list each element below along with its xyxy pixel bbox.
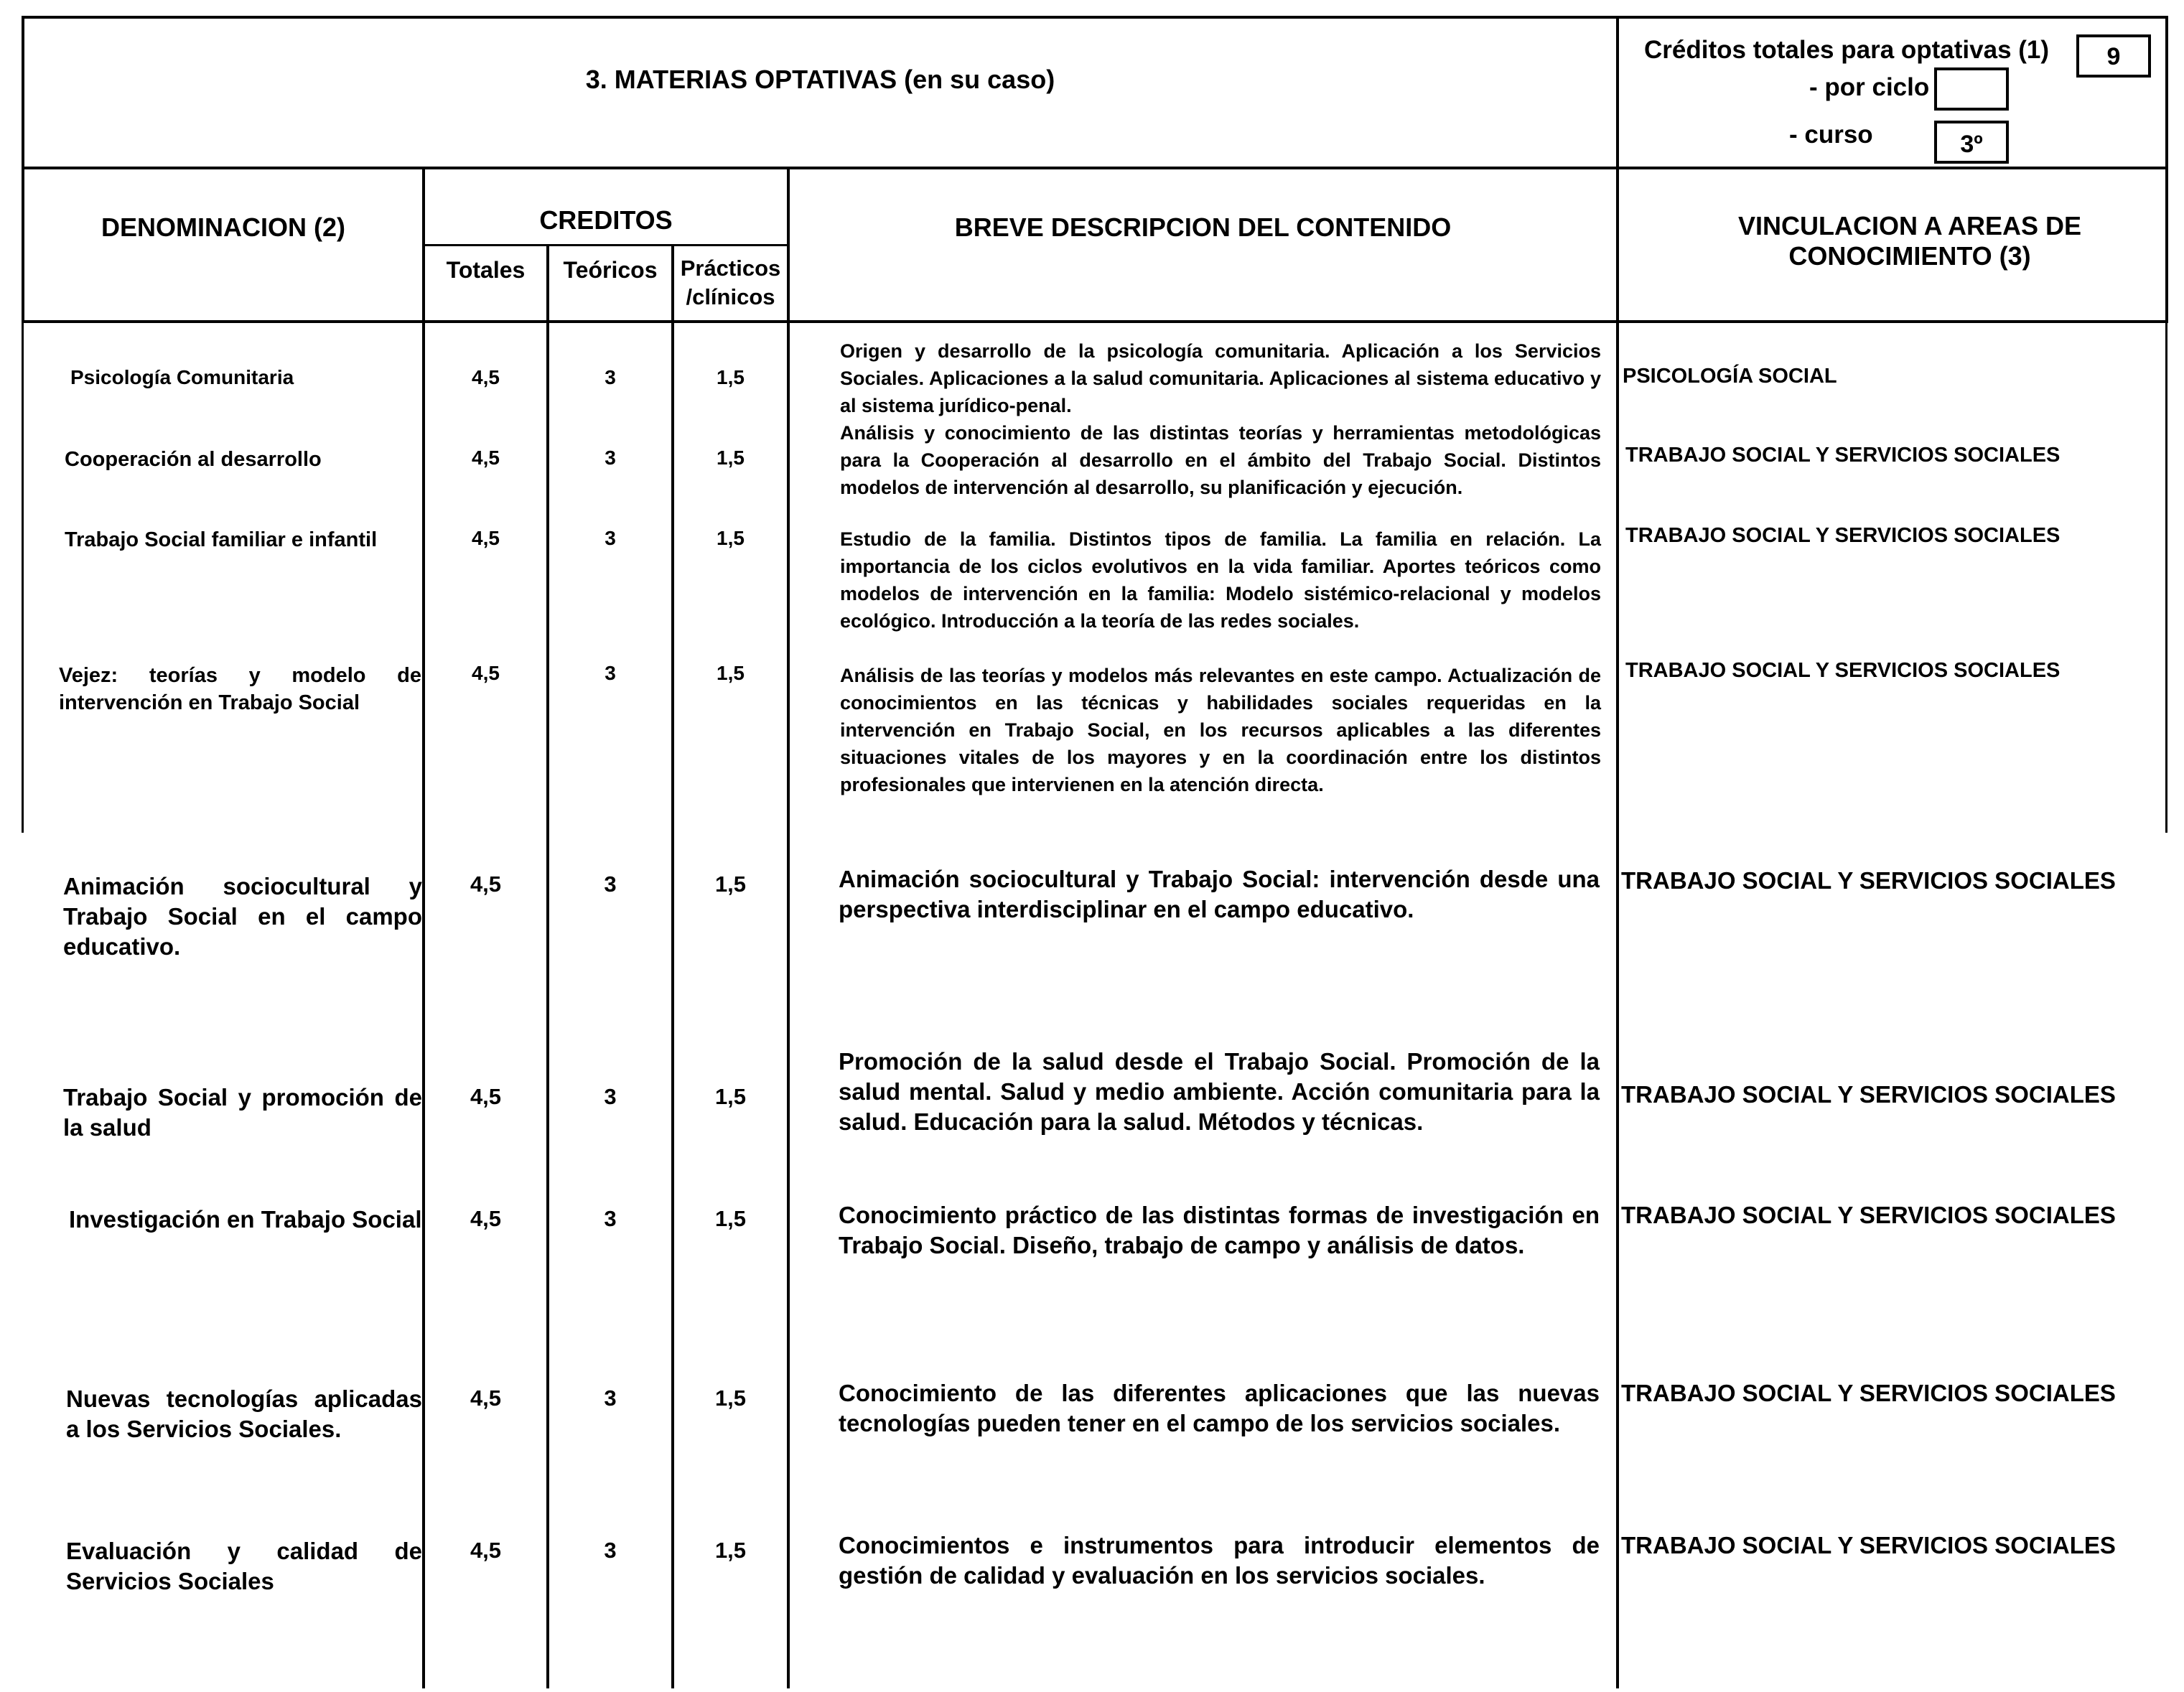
row-4-area: TRABAJO SOCIAL Y SERVICIOS SOCIALES <box>1625 659 2061 682</box>
row-9-name: Evaluación y calidad de Servicios Sociales <box>66 1538 422 1594</box>
row-2-totales: 4,5 <box>472 447 500 469</box>
row-9-description: Conocimientos e instrumentos para introducir elementos de gestión de calidad y evaluación en los servicios sociales. <box>839 1532 1600 1589</box>
creditos-totales-value: 9 <box>2106 43 2121 70</box>
row-2-name: Cooperación al desarrollo <box>65 448 322 471</box>
row-3-name: Trabajo Social familiar e infantil <box>65 528 378 551</box>
creditos-subheader-divider <box>422 244 787 246</box>
row-3-totales: 4,5 <box>472 527 500 549</box>
body-border-left <box>22 323 24 833</box>
row-7-area: TRABAJO SOCIAL Y SERVICIOS SOCIALES <box>1621 1202 2116 1228</box>
row-9-practicos: 1,5 <box>714 1538 747 1563</box>
creditos-totales-box <box>2076 34 2151 78</box>
row-5-teoricos: 3 <box>604 871 617 897</box>
row-6-totales: 4,5 <box>470 1084 502 1109</box>
col-header-vinculacion: VINCULACION A AREAS DE CONOCIMIENTO (3) <box>1737 211 2082 271</box>
row-2-teoricos: 3 <box>605 447 616 469</box>
row-7-description: Conocimiento práctico de las distintas formas de investigación en Trabajo Social. Diseño, trabajo de campo y análisis de datos. <box>839 1202 1600 1258</box>
row-8-description: Conocimiento de las diferentes aplicaciones que las nuevas tecnologías pueden tener en el campo de los servicios sociales. <box>839 1380 1600 1436</box>
row-4-practicos: 1,5 <box>717 662 745 684</box>
table-border-left <box>22 16 24 323</box>
row-1-description: Origen y desarrollo de la psicología comunitaria. Aplicación a los Servicios Sociales. Aplicaciones a la salud comunitaria. Aplicaciones al sistema educativo y al sistema jurídico-penal. <box>840 340 1601 416</box>
row-1-totales: 4,5 <box>472 366 500 388</box>
col-line-denominacion <box>422 167 425 1688</box>
row-8-teoricos: 3 <box>604 1385 617 1411</box>
curso-box <box>1934 121 2009 164</box>
row-3-area: TRABAJO SOCIAL Y SERVICIOS SOCIALES <box>1625 524 2061 547</box>
row-1-practicos: 1,5 <box>717 366 745 388</box>
row-7-totales: 4,5 <box>470 1206 502 1231</box>
row-1-name: Psicología Comunitaria <box>70 366 294 388</box>
row-5-totales: 4,5 <box>470 871 502 897</box>
row-6-name: Trabajo Social y promoción de la salud <box>63 1084 422 1141</box>
row-4-description: Análisis de las teorías y modelos más relevantes en este campo. Actualización de conocimientos en las técnicas y habilidades sociales requeridas en la intervención en Trabajo Social, en los recursos aplicables a las diferentes situaciones vitales de los mayores y en la coordinación entre los distintos profesionales que intervienen en la atención directa. <box>840 665 1601 795</box>
por-ciclo-box <box>1934 67 2009 111</box>
row-4-name: Vejez: teorías y modelo de intervención en Trabajo Social <box>59 664 421 714</box>
row-7-teoricos: 3 <box>604 1206 617 1231</box>
col-header-teoricos: Teóricos <box>563 257 658 283</box>
creditos-totales-label: Créditos totales para optativas (1) <box>1644 36 2050 64</box>
row-5-description: Animación sociocultural y Trabajo Social: intervención desde una perspectiva interdisciplinar en el campo educativo. <box>839 866 1600 922</box>
row-9-teoricos: 3 <box>604 1538 617 1563</box>
column-header-divider <box>22 320 2168 323</box>
row-6-practicos: 1,5 <box>714 1084 747 1109</box>
col-header-denominacion: DENOMINACION (2) <box>101 212 345 242</box>
row-5-practicos: 1,5 <box>714 871 747 897</box>
row-8-practicos: 1,5 <box>714 1385 747 1411</box>
row-4-totales: 4,5 <box>472 662 500 684</box>
col-header-totales: Totales <box>446 257 526 283</box>
por-ciclo-label: - por ciclo <box>1809 73 1930 101</box>
body-border-right <box>2165 323 2167 833</box>
row-2-description: Análisis y conocimiento de las distintas teorías y herramientas metodológicas para la Cooperación al desarrollo en el ámbito del Trabajo Social. Distintos modelos de intervención al desarrollo, su planificación y ejecución. <box>840 422 1601 498</box>
row-6-teoricos: 3 <box>604 1084 617 1109</box>
row-8-name: Nuevas tecnologías aplicadas a los Servicios Sociales. <box>66 1385 422 1442</box>
table-border-top <box>22 16 2168 19</box>
col-header-creditos: CREDITOS <box>539 205 673 235</box>
header-divider <box>22 167 2168 169</box>
row-9-area: TRABAJO SOCIAL Y SERVICIOS SOCIALES <box>1621 1532 2116 1558</box>
row-3-practicos: 1,5 <box>717 527 745 549</box>
row-7-practicos: 1,5 <box>714 1206 747 1231</box>
row-6-description: Promoción de la salud desde el Trabajo Social. Promoción de la salud mental. Salud y medio ambiente. Acción comunitaria para la salud. Educación para la salud. Métodos y técnicas. <box>839 1048 1600 1135</box>
row-3-teoricos: 3 <box>605 527 616 549</box>
col-header-practicos: Prácticos /clínicos <box>680 256 781 309</box>
row-1-teoricos: 3 <box>605 366 616 388</box>
row-4-teoricos: 3 <box>605 662 616 684</box>
row-8-totales: 4,5 <box>470 1385 502 1411</box>
row-6-area: TRABAJO SOCIAL Y SERVICIOS SOCIALES <box>1621 1081 2116 1108</box>
curso-value: 3º <box>1960 131 1983 158</box>
row-2-area: TRABAJO SOCIAL Y SERVICIOS SOCIALES <box>1625 444 2061 467</box>
page-title: 3. MATERIAS OPTATIVAS (en su caso) <box>585 65 1055 94</box>
row-5-area: TRABAJO SOCIAL Y SERVICIOS SOCIALES <box>1621 867 2116 894</box>
row-8-area: TRABAJO SOCIAL Y SERVICIOS SOCIALES <box>1621 1380 2116 1406</box>
row-1-area: PSICOLOGÍA SOCIAL <box>1623 365 1837 388</box>
row-2-practicos: 1,5 <box>717 447 745 469</box>
col-line-practicos <box>787 167 790 1688</box>
col-header-descripcion: BREVE DESCRIPCION DEL CONTENIDO <box>954 212 1452 242</box>
curso-label: - curso <box>1789 121 1873 149</box>
table-border-right <box>2165 16 2168 323</box>
row-7-name: Investigación en Trabajo Social <box>69 1206 422 1233</box>
row-5-name: Animación sociocultural y Trabajo Social en el campo educativo. <box>63 873 422 960</box>
row-3-description: Estudio de la familia. Distintos tipos de familia. La familia en relación. La importancia de los ciclos evolutivos en la vida familiar. Aportes teóricos como modelos de intervención en la familia: Modelo sistémico-relacional y modelos ecológico. Introducción a la teoría de las redes sociales. <box>840 528 1601 632</box>
row-9-totales: 4,5 <box>470 1538 502 1563</box>
col-line-descripcion <box>1616 16 1619 1688</box>
